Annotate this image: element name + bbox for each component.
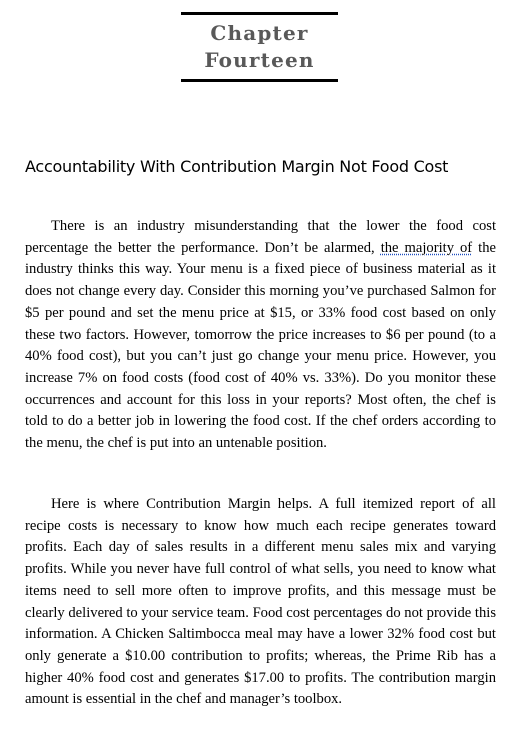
paragraph-2-text: Here is where Contribution Margin helps. A full itemized report of all recipe costs is necessary to know how much each recipe generates toward profits. Each day of sales results in a different menu sales mix and varying profits. While you never have full control of what sells, you need to know what items need to sell more often to improve profits, and this message must be clearly delivered to your service team. Food cost percentages do not provide this information. A Chicken Saltimbocca meal may have a lower 32% food cost but only generate a $10.00 contribution to profits; whereas, the Prime Rib has a higher 40% food cost and generates $17.00 to profits. The contribution margin amount is essential in the chef and manager’s toolbox. [25, 496, 496, 708]
grammar-flagged-phrase: the majority of [380, 239, 473, 256]
paragraph-1-text-start: There is an industry misunderstanding that the lower the food cost percentage the better the performance. Don’t be alarmed, [25, 218, 496, 256]
body-paragraph-2 [25, 494, 496, 711]
chapter-number: Fourteen [204, 48, 315, 72]
body-paragraph-1 [25, 216, 496, 455]
section-title: Accountability With Contribution Margin Not Food Cost [25, 157, 449, 176]
paragraph-1-text-end: the industry thinks this way. Your menu is a fixed piece of business material as it does not change every day. Consider this morning you’ve purchased Salmon for $5 per pound and set the menu price at $15, or 33% food cost based on only these two factors. However, tomorrow the price increases to $6 per pound (to a 40% food cost), but you can’t just go change your menu price. However, you increase 7% on food costs (food cost of 40% vs. 33%). Do you monitor these occurrences and account for this loss in your reports? Most often, the chef is told to do a better job in lowering the food cost. If the chef orders according to the menu, the chef is put into an untenable position. [25, 239, 496, 452]
chapter-label: Chapter [210, 21, 309, 45]
chapter-heading-box [181, 12, 338, 82]
